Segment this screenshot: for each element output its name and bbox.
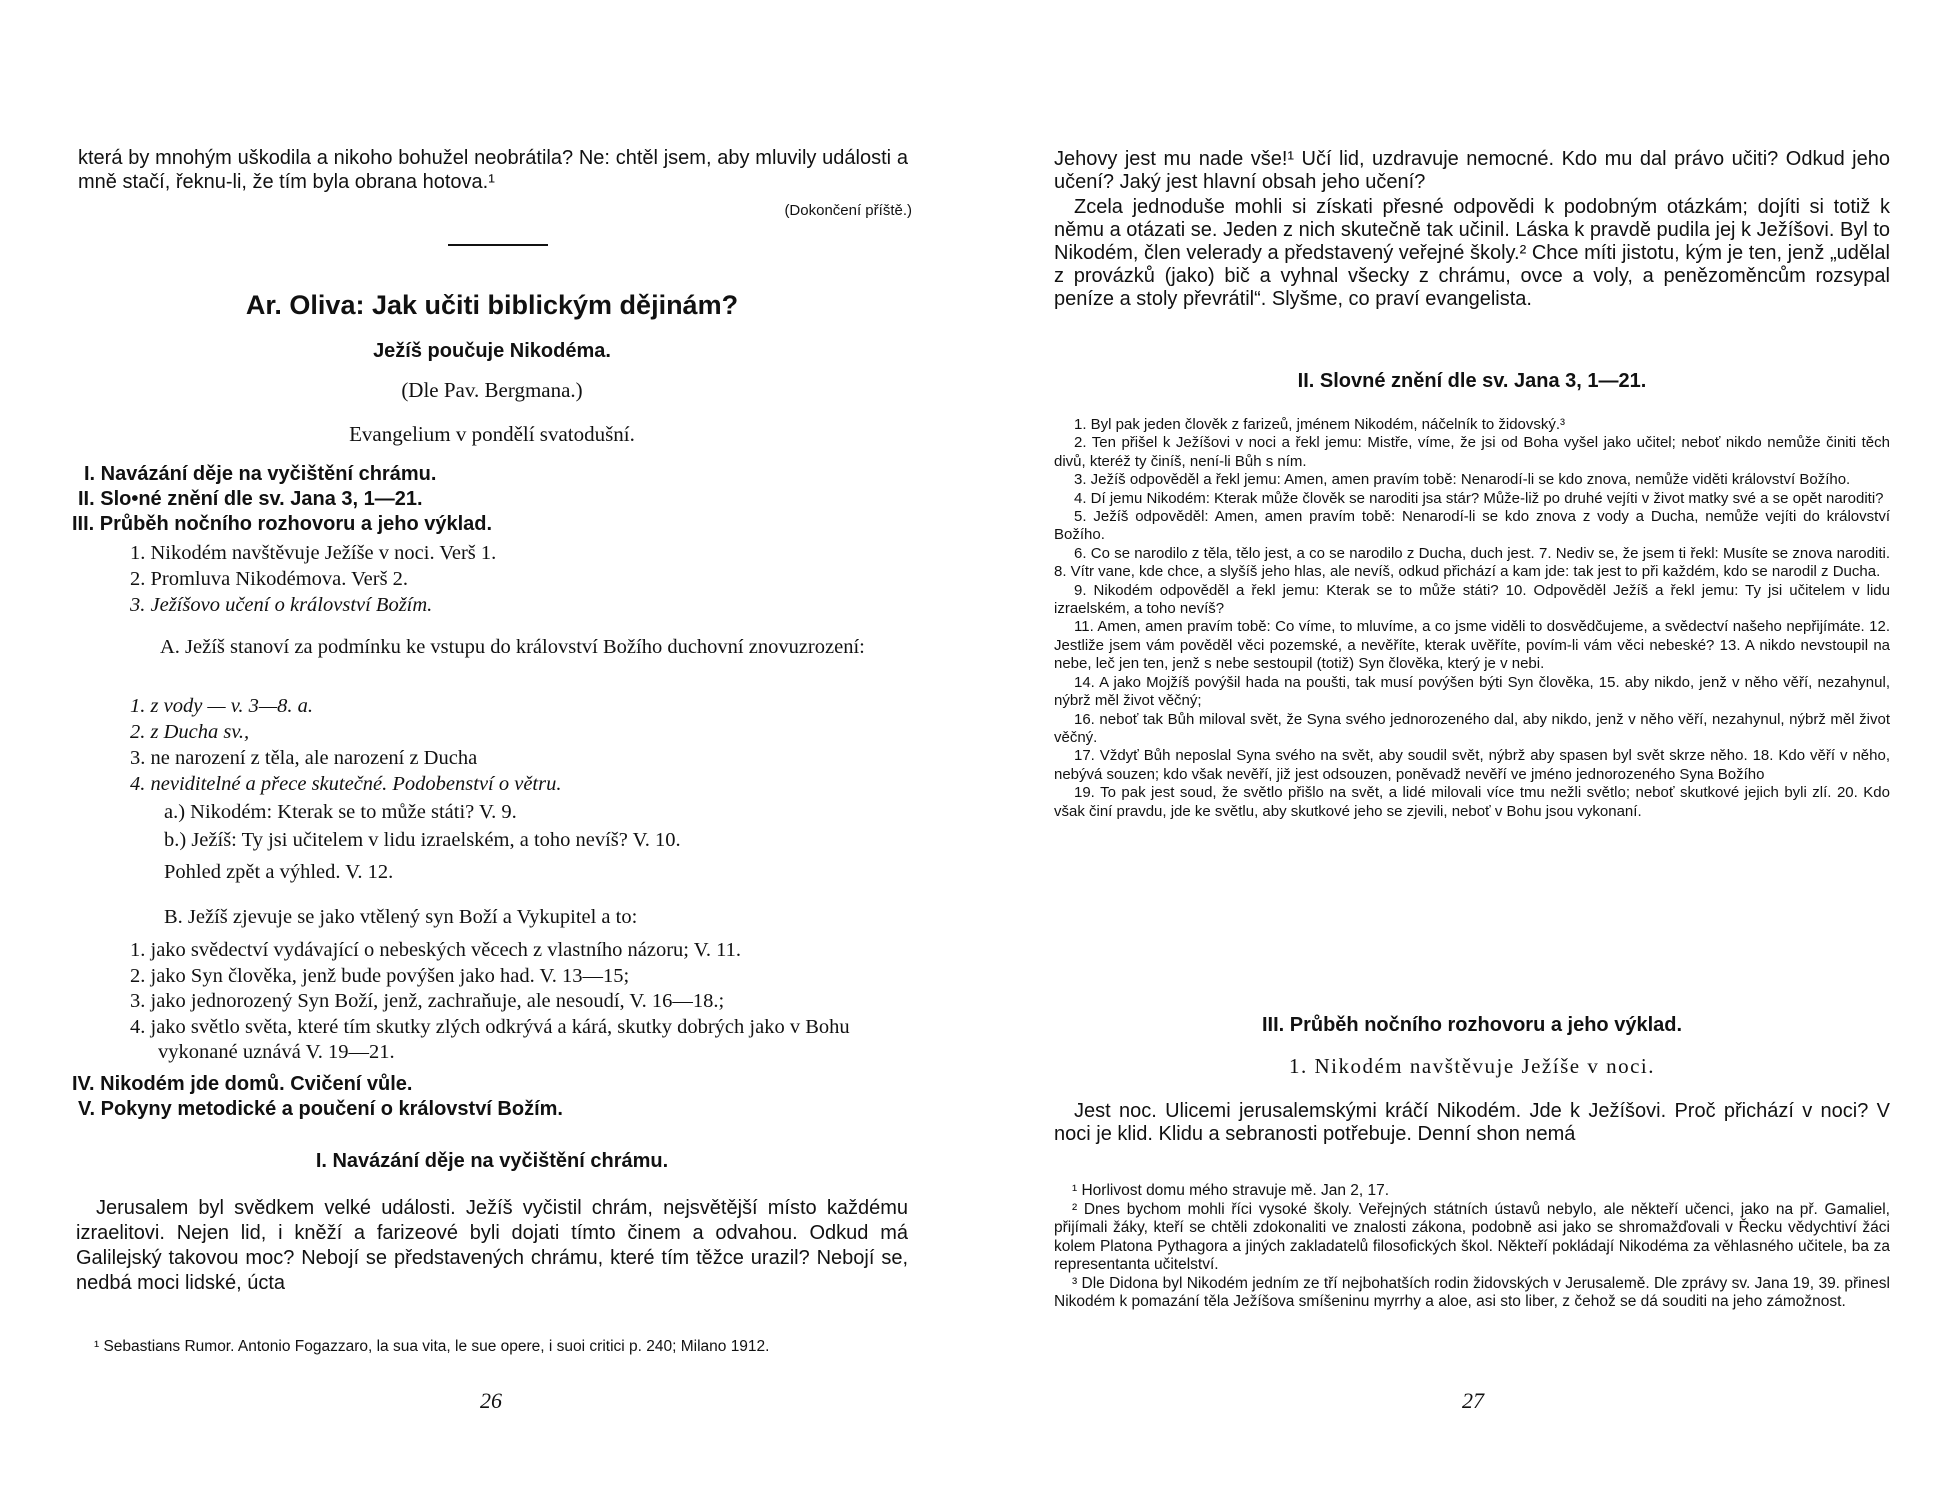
- top-text: Jehovy jest mu nade vše!¹ Učí lid, uzdravuje nemocné. Kdo mu dal právo učiti? Odkud jeho učení? Jaký jest hlavní obsah jeho učení?: [1054, 148, 1890, 193]
- verses: [1054, 416, 1890, 821]
- verse: 9. Nikodém odpověděl a řekl jemu: Kterak se to může státi? 10. Odpověděl Ježíš a řekl jemu: Ty jsi učitelem v lidu izraelském, a toho nevíš?: [1054, 581, 1890, 618]
- part-a-item: 4. neviditelné a přece skutečné. Podobenství o větru.: [130, 773, 562, 795]
- part-b-items: [130, 938, 910, 1066]
- dialog-line: Pohled zpět a výhled. V. 12.: [164, 861, 394, 883]
- left-page: [72, 0, 912, 1500]
- part-a-item: 1. z vody — v. 3—8. a.: [130, 695, 313, 717]
- verse: 6. Co se narodilo z těla, tělo jest, a co se narodilo z Ducha, duch jest. 7. Nediv se, že jsem ti řekl: Musíte se znova naroditi. 8. Vítr vane, kde chce, a slyšíš jeho hlas, ale nevíš, odkud přichází a kam jde: tak jest to při každém, kdo se narodil z Ducha.: [1054, 544, 1890, 581]
- continued-note: (Dokončení příště.): [784, 202, 912, 219]
- part-a-items: [130, 693, 561, 797]
- outline: [72, 462, 492, 537]
- verse: 4. Dí jemu Nikodém: Kterak může člověk se naroditi jsa stár? Může-liž po druhé vejíti v život matky své a se opět naroditi?: [1074, 489, 1884, 507]
- page-number: 26: [480, 1388, 502, 1413]
- part-b-item: 4. jako světlo světa, které tím skutky zlých odkrývá a kárá, skutky dobrých jako v Bohu vykonané uznává V. 19—21.: [130, 1015, 850, 1063]
- dialog-line: b.) Ježíš: Ty jsi učitelem v lidu izraelském, a toho nevíš? V. 10.: [164, 829, 681, 851]
- part-b-item: 1. jako svědectví vydávající o nebeských věcech z vlastního názoru; V. 11.: [130, 939, 742, 961]
- verse: 5. Ježíš odpověděl: Amen, amen pravím tobě: Nenarodí-li se kdo znova z vody a Ducha, nemůže vejíti do království Božího.: [1054, 508, 1890, 544]
- top-text: která by mnohým uškodila a nikoho bohužel neobrátila? Ne: chtěl jsem, aby mluvily události a mně stačí, řeknu-li, že tím byla obrana hotova.¹: [78, 147, 908, 193]
- divider: [448, 244, 548, 246]
- sub-outline-item: 1. Nikodém navštěvuje Ježíše v noci. Verš 1.: [130, 542, 497, 564]
- right-page: [1054, 0, 1894, 1500]
- dialog-line: a.) Nikodém: Kterak se to může státi? V. 9.: [164, 801, 517, 823]
- footnotes: [1054, 1182, 1890, 1312]
- sub-outline-item: 2. Promluva Nikodémova. Verš 2.: [130, 568, 409, 590]
- verse: 11. Amen, amen pravím tobě: Co víme, to mluvíme, a co jsme viděli to dosvědčujeme, a svědectví našeho nepřijímáte. 12. Jestliže jsem vám pověděl věci pozemské, a nevěříte, kterak uvěříte, povím-li vám věci nebeské? 13. A nikdo nevstoupil na nebe, leč jen ten, jenž s nebe sestoupil (totiž) Syn člověka, který je v nebi.: [1054, 618, 1890, 673]
- outline-item: II. Slo•né znění dle sv. Jana 3, 1—21.: [78, 488, 423, 510]
- outline-item: III. Průběh nočního rozhovoru a jeho výklad.: [72, 513, 493, 535]
- body-3: Jest noc. Ulicemi jerusalemskými kráčí Nikodém. Jde k Ježíšovi. Proč přichází v noci? V noci je klid. Klidu a sebranosti potřebuje. Denní shon nemá: [1054, 1100, 1890, 1145]
- verse: 3. Ježíš odpověděl a řekl jemu: Amen, amen pravím tobě: Nenarodí-li se kdo znova, nemůže viděti království Božího.: [1074, 471, 1851, 489]
- verse: 2. Ten přišel k Ježíšovi v noci a řekl jemu: Mistře, víme, že jsi od Boha vyšel jako učitel; neboť nikdo nemůže činiti těch divů, kteréž ty činíš, není-li Bůh s ním.: [1054, 434, 1890, 470]
- sub-heading: 1. Nikodém navštěvuje Ježíše v noci.: [1288, 1054, 1655, 1078]
- paragraph-2: Zcela jednoduše mohli si získati přesné odpovědi k podobným otázkám; dojíti si totiž k němu a otázati se. Jeden z nich skutečně tak učinil. Láska k pravdě pudila jej k Ježíšovi. Byl to Nikodém, člen velerady a představený veřejné školy.² Chce míti jistotu, kým je ten, jenž „udělal z provázků (jako) bič a vyhnal všecky z chrámu, ovce a voly, a penězoměncům rozsypal peníze a stoly převrátil“. Slyšme, co praví evangelista.: [1054, 196, 1890, 310]
- page-number: 27: [1462, 1388, 1484, 1413]
- part-b-item: 3. jako jednorozený Syn Boží, jenž, zachraňuje, ale nesoudí, V. 16—18.;: [130, 990, 725, 1012]
- dialog: [164, 798, 681, 886]
- occasion: Evangelium v pondělí svatodušní.: [349, 422, 635, 446]
- part-a-intro: A. Ježíš stanoví za podmínku ke vstupu do království Božího duchovní znovuzrození:: [160, 636, 865, 658]
- article-title: Ar. Oliva: Jak učiti biblickým dějinám?: [245, 290, 739, 320]
- part-b-intro: B. Ježíš zjevuje se jako vtělený syn Boží a Vykupitel a to:: [164, 906, 638, 928]
- footnote: ¹ Horlivost domu mého stravuje mě. Jan 2, 17.: [1072, 1182, 1390, 1199]
- verse: 1. Byl pak jeden člověk z farizeů, jménem Nikodém, náčelník to židovský.³: [1074, 416, 1566, 433]
- verse: 16. neboť tak Bůh miloval svět, že Syna svého jednorozeného dal, aby nikdo, jenž v něho věří, nezahynul, nýbrž měl život věčný.: [1054, 710, 1890, 746]
- outline-2: [72, 1072, 563, 1122]
- section-heading: I. Navázání děje na vyčištění chrámu.: [315, 1150, 669, 1172]
- outline-item: V. Pokyny metodické a poučení o království Božím.: [78, 1098, 563, 1120]
- article-subtitle: Ježíš poučuje Nikodéma.: [373, 340, 611, 362]
- verse: 14. A jako Mojžíš povýšil hada na poušti, tak musí povýšen býti Syn člověka, 15. aby nikdo, jenž v něho věří, nezahynul, nýbrž měl život věčný;: [1054, 673, 1890, 710]
- heading-3: III. Průběh nočního rozhovoru a jeho výklad.: [1261, 1014, 1683, 1036]
- verse: 17. Vždyť Bůh neposlal Syna svého na svět, aby soudil svět, nýbrž aby spasen byl svět skrze něho. 18. Kdo věří v něho, nebývá souzen; kdo však nevěří, již jest odsouzen, poněvadž nevěří ve jméno jednorozeného Syna Božího: [1054, 747, 1890, 783]
- part-a-item: 2. z Ducha sv.,: [130, 721, 250, 743]
- outline-item: I. Navázání děje na vyčištění chrámu.: [84, 463, 437, 485]
- sub-outline: [130, 540, 496, 618]
- sub-outline-item: 3. Ježíšovo učení o království Božím.: [130, 594, 433, 616]
- outline-item: IV. Nikodém jde domů. Cvičení vůle.: [72, 1073, 413, 1095]
- section-body: Jerusalem byl svědkem velké události. Ježíš vyčistil chrám, nejsvětější místo každému izraelitovi. Nejen lid, i kněží a farizeové byli dojati tímto činem a odvahou. Odkud má Galilejský takovou moc? Nebojí se představených chrámu, které tím těžce urazil? Nebojí se, nedbá moci lidské, úcta: [76, 1197, 908, 1294]
- footnote: ² Dnes bychom mohli říci vysoké školy. Veřejných státních ústavů nebylo, ale někteří učenci, jako na př. Gamaliel, přijímali žáky, kteří se chtěli zdokonaliti ve znalosti zákona, podobně asi jako se shromažďovali v Řecku vědychtiví žáci kolem Platona Pythagora a jiných zakladatelů filosofických škol. Někteří pokládají Nikodéma za věhlasného učitele, ba za representanta učitelství.: [1054, 1200, 1890, 1273]
- heading-2: II. Slovné znění dle sv. Jana 3, 1—21.: [1297, 370, 1647, 392]
- footnote: ³ Dle Didona byl Nikodém jedním ze tří nejbohatších rodin židovských v Jerusalemě. Dle zprávy sv. Jana 19, 39. přinesl Nikodém k pomazání těla Ježíšova smíšeninu myrrhy a aloe, asi sto liber, z čehož se dá souditi na jeho zámožnost.: [1054, 1274, 1890, 1310]
- part-a-item: 3. ne narození z těla, ale narození z Ducha: [130, 747, 478, 769]
- part-b-item: 2. jako Syn člověka, jenž bude povýšen jako had. V. 13—15;: [130, 964, 630, 987]
- footnote: ¹ Sebastians Rumor. Antonio Fogazzaro, la sua vita, le sue opere, i suoi critici p. 240; Milano 1912.: [94, 1337, 770, 1355]
- verse: 19. To pak jest soud, že světlo přišlo na svět, a lidé milovali více tmu nežli světlo; neboť skutkové jejich byli zlí. 20. Kdo však činí pravdu, jde ke světlu, aby skutkové jeho se zjevili, neboť v Bohu jsou vykonaní.: [1054, 784, 1890, 820]
- article-after: (Dle Pav. Bergmana.): [401, 378, 583, 402]
